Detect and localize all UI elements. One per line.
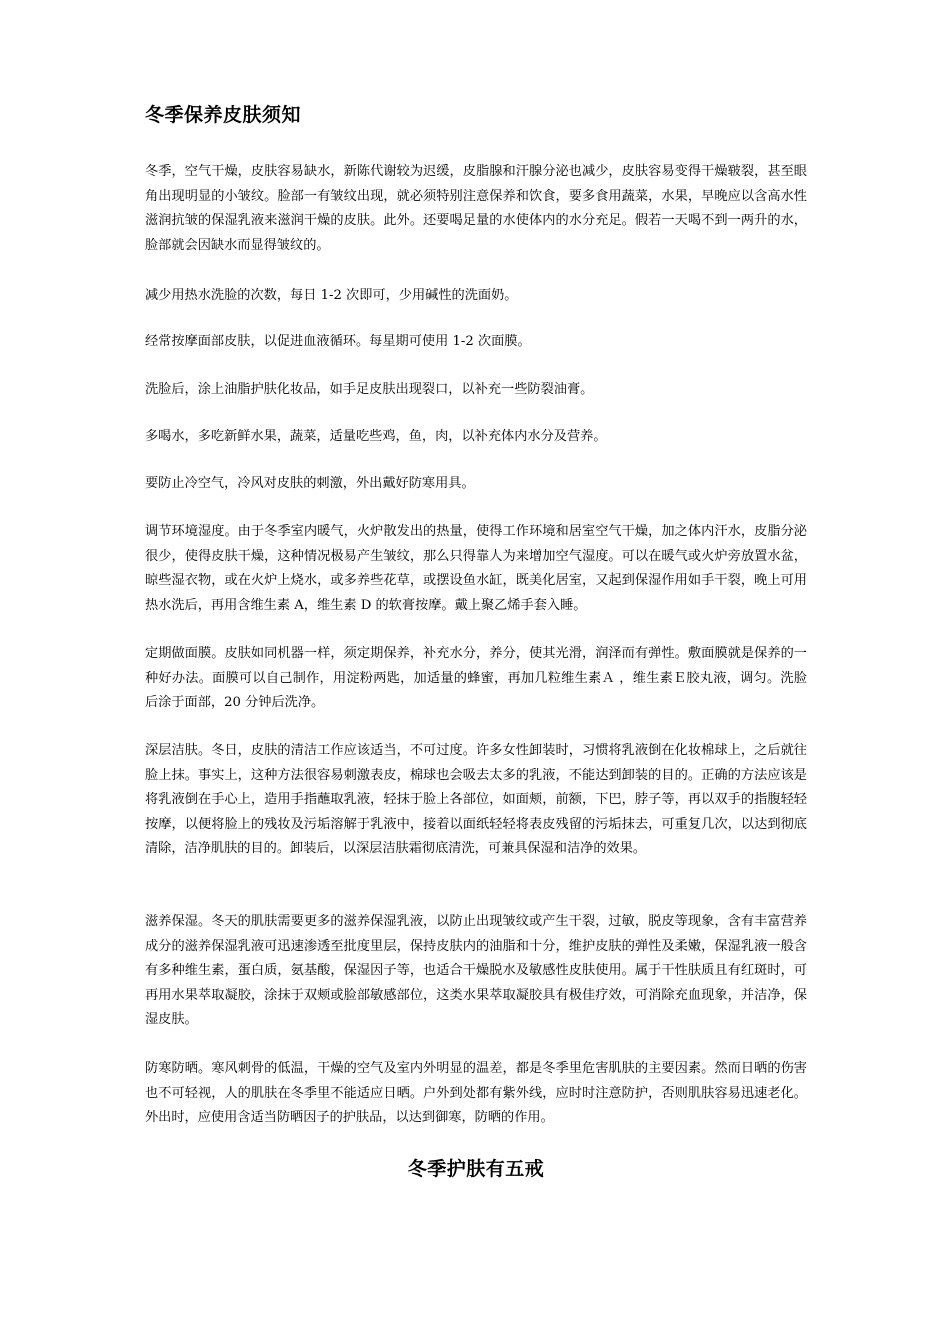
paragraph-moisturize: 滋养保湿。冬天的肌肤需要更多的滋养保湿乳液，以防止出现皱纹或产生干裂，过敏，脱皮等现象，含有丰富营养成分的滋养保湿乳液可迅速渗透至批度里层，保持皮肤内的油脂和十分，维护皮肤的弹性及柔嫩，保湿乳液一般含有多种维生素，蛋白质，氨基酸，保湿因子等，也适合干燥脱水及敏感性皮肤使用。属于干性肤质且有红斑时，可再用水果萃取凝胶，涂抹于双颊或脸部敏感部位，这类水果萃取凝胶具有极佳疗效，可消除充血现象，并洁净，保湿皮肤。	[145, 914, 807, 1027]
paragraph-intro: 冬季，空气干燥，皮肤容易缺水，新陈代谢较为迟缓，皮脂腺和汗腺分泌也减少，皮肤容易变得干燥皲裂，甚至眼角出现明显的小皱纹。脸部一有皱纹出现，就必须特别注意保养和饮食，要多食用蔬菜，水果，早晚应以含高水性滋润抗皱的保湿乳液来滋润干燥的皮肤。此外。还要喝足量的水使体内的水分充足。假若一天喝不到一两升的水，脸部就会因缺水而显得皱纹的。	[145, 164, 807, 253]
paragraph-sun-protection: 防寒防晒。寒风刺骨的低温，干燥的空气及室内外明显的温差，都是冬季里危害肌肤的主要因素。然而日晒的伤害也不可轻视，人的肌肤在冬季里不能适应日晒。户外到处都有紫外线，应时时注意防护，否则肌肤容易迅速老化。外出时，应使用含适当防晒因子的护肤品，以达到御寒，防晒的作用。	[145, 1061, 807, 1125]
paragraph-tip-oil: 洗脸后，涂上油脂护肤化妆品，如手足皮肤出现裂口，以补充一些防裂油膏。	[145, 382, 594, 397]
section-title: 冬季护肤有五戒	[407, 1158, 545, 1180]
paragraph-tip-cold: 要防止冷空气，冷风对皮肤的刺激，外出戴好防寒用具。	[145, 476, 475, 491]
paragraph-tip-wash: 减少用热水洗脸的次数，每日 1-2 次即可，少用碱性的洗面奶。	[145, 288, 518, 303]
document-title: 冬季保养皮肤须知	[145, 104, 302, 126]
paragraph-tip-water: 多喝水，多吃新鲜水果，蔬菜，适量吃些鸡，鱼，肉，以补充体内水分及营养。	[145, 429, 607, 444]
paragraph-humidity: 调节环境湿度。由于冬季室内暖气，火炉散发出的热量，使得工作环境和居室空气干燥，加之体内汗水，皮脂分泌很少，使得皮肤干燥，这种情况极易产生皱纹，那么只得靠人为来增加空气湿度。可以在暖气或火炉旁放置水盆，晾些湿衣物，或在火炉上烧水，或多养些花草，或摆设鱼水缸，既美化居室，又起到保湿作用如手干裂，晚上可用热水洗后，再用含维生素 A，维生素 D 的软膏按摩。戴上聚乙烯手套入睡。	[145, 524, 807, 613]
paragraph-facemask: 定期做面膜。皮肤如同机器一样，须定期保养，补充水分，养分，使其光滑，润泽而有弹性。敷面膜就是保养的一种好办法。面膜可以自己制作，用淀粉两匙，加适量的蜂蜜，再加几粒维生素Ａ ，维生素Ｅ胶丸液，调匀。洗脸后涂于面部，20 分钟后洗净。	[145, 646, 807, 710]
paragraph-tip-massage: 经常按摩面部皮肤，以促进血液循环。每星期可使用 1-2 次面膜。	[145, 334, 531, 349]
paragraph-deep-cleanse: 深层洁肤。冬日，皮肤的清洁工作应该适当，不可过度。许多女性卸装时，习惯将乳液倒在化妆棉球上，之后就往脸上抹。事实上，这种方法很容易刺激表皮，棉球也会吸去太多的乳液，不能达到卸装的目的。正确的方法应该是将乳液倒在手心上，造用手指蘸取乳液，轻抹于脸上各部位，如面颊，前额，下巴，脖子等，再以双手的指腹轻轻按摩，以便将脸上的残妆及污垢溶解于乳液中，接着以面纸轻轻将表皮残留的污垢抹去，可重复几次，以达到彻底清除，洁净肌肤的目的。卸装后，以深层洁肤霜彻底清洗，可兼具保湿和洁净的效果。	[145, 743, 807, 856]
